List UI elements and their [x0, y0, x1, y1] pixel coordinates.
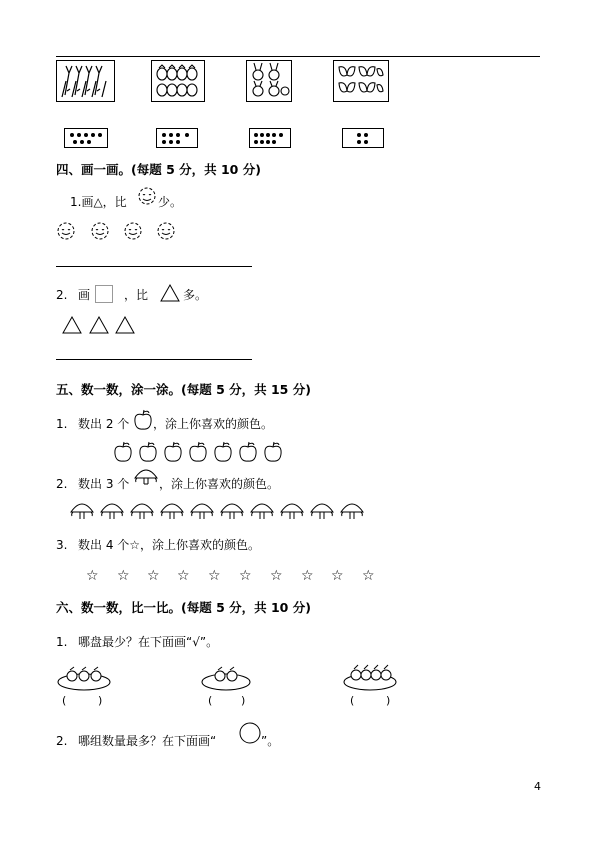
- answer-line: [56, 266, 252, 267]
- section6-title: 六、数一数，比一比。(每题 5 分，共 10 分): [56, 600, 311, 615]
- star-icon: ☆: [117, 568, 130, 584]
- strawberries-picture: [151, 60, 205, 102]
- section5-title: 五、数一数，涂一涂。(每题 5 分，共 15 分): [56, 382, 311, 397]
- circle-icon: [239, 722, 261, 748]
- answer-paren-close: ): [386, 694, 391, 707]
- star-icon: ☆: [86, 568, 99, 584]
- triangle-icon: [62, 316, 82, 338]
- answer-paren-open: (: [350, 694, 355, 707]
- star-icon: ☆: [301, 568, 314, 584]
- s5-q1-number: 1.: [56, 417, 68, 431]
- s5-q1-text-a: 数出 2 个: [78, 417, 130, 431]
- s5-q1-text-b: ，涂上你喜欢的颜色。: [153, 417, 274, 431]
- s4-q2-text-c: 多。: [183, 288, 208, 302]
- smiley-icon: [123, 221, 143, 245]
- s6-q1-number: 1.: [56, 635, 68, 649]
- dot-box-4: [342, 128, 384, 148]
- answer-paren-open: (: [208, 694, 213, 707]
- triangle-icon: [160, 284, 180, 306]
- mushroom-icon: [339, 500, 365, 526]
- s6-q2-number: 2.: [56, 734, 68, 748]
- apple-icon: [163, 440, 183, 466]
- s6-q1-text: 哪盘最少？在下面画“√”。: [78, 635, 219, 649]
- mushroom-icon: [69, 500, 95, 526]
- mushroom-icon: [189, 500, 215, 526]
- plate-3: [342, 658, 398, 696]
- s6-q2-text-a: 哪组数量最多？在下面画“: [78, 734, 217, 748]
- apple-icon: [213, 440, 233, 466]
- star-icon: ☆: [147, 568, 160, 584]
- s5-q2-text-b: ，涂上你喜欢的颜色。: [159, 477, 280, 491]
- s5-q2-text-a: 数出 3 个: [78, 477, 130, 491]
- butterflies-picture: [333, 60, 389, 102]
- mushroom-icon: [309, 500, 335, 526]
- s4-q1-prefix: 1.画△，比: [70, 195, 127, 209]
- mushroom-icon: [133, 466, 159, 490]
- plate-2: [200, 660, 252, 696]
- s4-q2-text-a: 画: [78, 288, 91, 302]
- mushroom-icon: [99, 500, 125, 526]
- s4-q2-text-b: ，比: [124, 288, 149, 302]
- rabbits-picture: [246, 60, 292, 102]
- apple-icon: [138, 440, 158, 466]
- s4-q2-number: 2.: [56, 288, 68, 302]
- smiley-icon: [156, 221, 176, 245]
- s5-q3-number: 3.: [56, 538, 68, 552]
- mushroom-icon: [129, 500, 155, 526]
- smiley-icon: [136, 186, 158, 210]
- dot-box-2: [156, 128, 198, 148]
- section4-title: 四、画一画。(每题 5 分，共 10 分): [56, 162, 261, 177]
- s4-q1-suffix: 少。: [158, 195, 183, 209]
- mushroom-icon: [279, 500, 305, 526]
- answer-paren-open: (: [62, 694, 67, 707]
- top-rule: [56, 56, 540, 57]
- smiley-icon: [56, 221, 76, 245]
- page-number: 4: [534, 780, 541, 793]
- dot-box-1: [64, 128, 108, 148]
- s5-q3-text: 数出 4 个☆，涂上你喜欢的颜色。: [78, 538, 261, 552]
- apple-icon: [188, 440, 208, 466]
- apple-icon: [238, 440, 258, 466]
- square-icon: [95, 285, 113, 303]
- star-icon: ☆: [239, 568, 252, 584]
- answer-paren-close: ): [241, 694, 246, 707]
- mushroom-icon: [249, 500, 275, 526]
- triangle-icon: [115, 316, 135, 338]
- answer-paren-close: ): [98, 694, 103, 707]
- star-icon: ☆: [331, 568, 344, 584]
- dot-box-3: [249, 128, 291, 148]
- star-icon: ☆: [208, 568, 221, 584]
- apple-icon: [113, 440, 133, 466]
- star-icon: ☆: [270, 568, 283, 584]
- mushroom-icon: [159, 500, 185, 526]
- apple-icon: [133, 408, 153, 434]
- s5-q2-number: 2.: [56, 477, 68, 491]
- carrots-picture: [56, 60, 115, 102]
- mushroom-icon: [219, 500, 245, 526]
- star-icon: ☆: [362, 568, 375, 584]
- apple-icon: [263, 440, 283, 466]
- triangle-icon: [89, 316, 109, 338]
- smiley-icon: [90, 221, 110, 245]
- plate-1: [56, 660, 112, 696]
- answer-line: [56, 359, 252, 360]
- star-icon: ☆: [177, 568, 190, 584]
- s6-q2-text-b: ”。: [261, 734, 280, 748]
